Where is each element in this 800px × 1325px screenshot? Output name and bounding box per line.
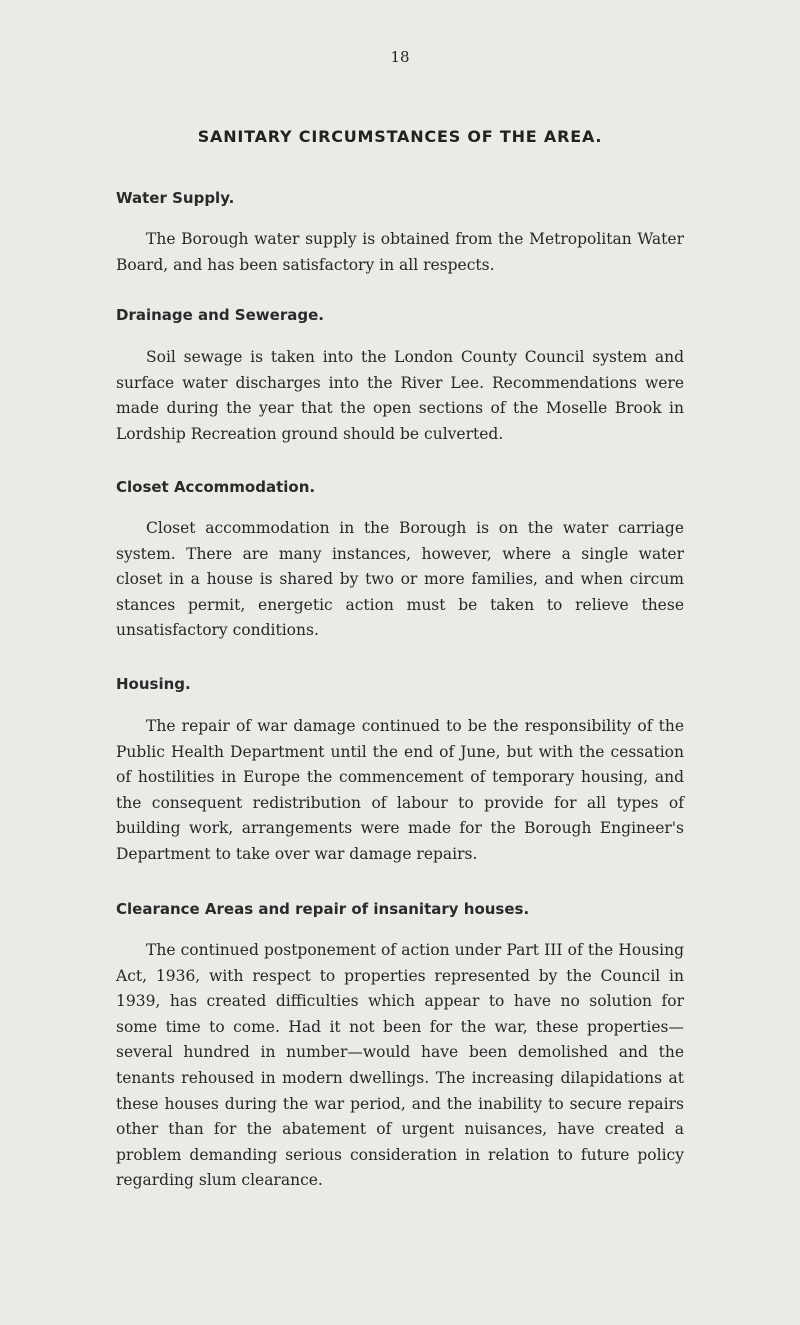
heading-water-supply: Water Supply. [116,189,235,207]
paragraph-water-supply: The Borough water supply is obtained from the Metropolitan Water Board, and has been satisfactory in all respects. [116,230,684,274]
paragraph-drainage-sewerage: Soil sewage is taken into the London County Council system and surface water discharges into the River Lee. Recommendations were made during the year that the open sections of the Moselle Brook in Lordship Recreation ground should be culverted. [116,348,684,443]
paragraph-clearance-areas: The continued postponement of action under Part III of the Housing Act, 1936, with respect to properties represented by the Council in 1939, has created difficulties which appear to have no solution for some time to come. Had it not been for the war, these properties—several hundred in number—would have been demolished and the tenants rehoused in modern dwellings. The increasing dilapidations at these houses during the war period, and the inability to secure repairs other than for the abatement of urgent nuisances, have created a problem demanding serious consideration in relation to future policy regarding slum clearance. [116,941,684,1190]
heading-closet-accommodation: Closet Accommodation. [116,478,316,496]
heading-clearance-areas: Clearance Areas and repair of insanitary houses. [116,900,530,918]
heading-drainage-sewerage: Drainage and Sewerage. [116,306,324,324]
page-number: 18 [390,48,410,66]
paragraph-housing: The repair of war damage continued to be the responsibility of the Public Health Department until the end of June, but with the cessation of hostilities in Europe the commencement of temporary housing, and the consequent redistribution of labour to provide for all types of building work, arrangements were made for the Borough Engineer's Department to take over war damage repairs. [116,717,684,863]
heading-housing: Housing. [116,675,191,693]
page-title: SANITARY CIRCUMSTANCES OF THE AREA. [197,127,603,146]
paragraph-closet-accommodation: Closet accommodation in the Borough is on the water carriage system. There are many instances, however, where a single water closet in a house is shared by two or more families, and when circum stances permit, energetic action must be taken to relieve these unsatisfactory conditions. [116,519,684,640]
